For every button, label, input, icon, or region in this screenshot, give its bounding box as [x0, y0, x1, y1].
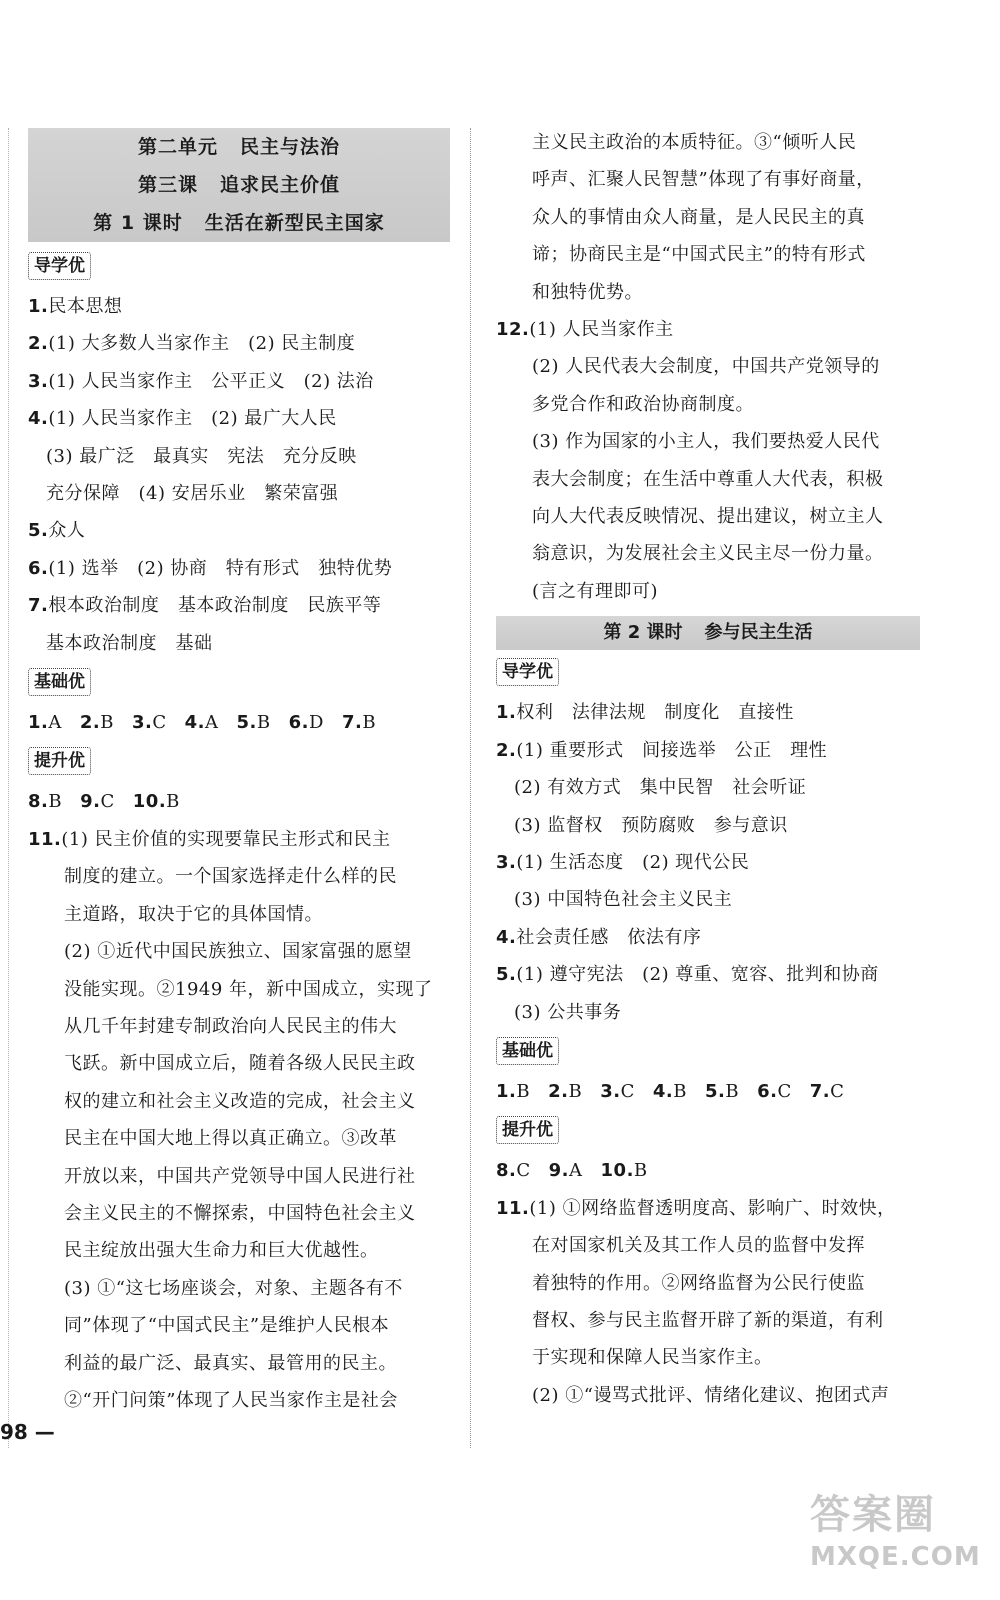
choice-answer — [185, 712, 219, 733]
answer-line — [28, 438, 450, 475]
section-tag: 基础优 — [496, 1037, 559, 1065]
answer-line — [496, 1339, 920, 1376]
choice-letter: A — [205, 712, 219, 734]
answer-text: 在对国家机关及其工作人员的监督中发挥 — [532, 1235, 865, 1257]
answer-text: 表大会制度；在生活中尊重人大代表，积极 — [532, 468, 884, 490]
choice-answer — [80, 791, 115, 812]
question-number: 1. — [496, 1080, 517, 1102]
answer-line — [496, 573, 920, 610]
answer-text: (2) ①“谩骂式批评、情绪化建议、抱团式声 — [532, 1384, 890, 1406]
right-column — [496, 124, 920, 1414]
answer-line — [28, 1232, 450, 1269]
question-number: 3. — [496, 851, 517, 873]
answer-line — [28, 1120, 450, 1157]
answer-line — [496, 348, 920, 385]
question-number: 1. — [496, 702, 517, 724]
left-column — [28, 128, 450, 1419]
lesson-title: 第三课 — [137, 174, 198, 196]
choice-letter: C — [152, 712, 167, 734]
question-number: 2. — [496, 739, 517, 761]
answer-line — [496, 807, 920, 844]
question-number: 9. — [548, 1160, 570, 1182]
question-number: 1. — [28, 296, 49, 317]
choice-letter: B — [166, 791, 180, 813]
answer-line — [496, 199, 920, 236]
question-number: 6. — [28, 557, 49, 579]
answer-line — [496, 1377, 920, 1414]
answer-text: ②“开门问策”体现了人民当家作主是社会 — [64, 1389, 398, 1411]
watermark-logo — [810, 1490, 980, 1590]
choice-answer — [549, 1160, 583, 1181]
answer-text: (1) 大多数人当家作主 (2) 民主制度 — [48, 333, 356, 355]
answer-list — [496, 694, 920, 1031]
answer-text: 向人大代表反映情况、提出建议，树立主人 — [532, 506, 884, 528]
choice-answer — [133, 791, 180, 812]
answer-text: 制度的建立。一个国家选择走什么样的民 — [64, 866, 397, 888]
choice-letter: B — [256, 712, 271, 734]
answer-text: 民主绽放出强大生命力和巨大优越性。 — [64, 1240, 379, 1262]
answer-line — [496, 919, 920, 956]
answer-line — [496, 844, 920, 881]
question-number: 7. — [341, 712, 363, 734]
answer-text: 飞跃。新中国成立后，随着各级人民民主政 — [64, 1053, 416, 1075]
question-number: 6. — [757, 1080, 778, 1102]
answer-line — [28, 933, 450, 970]
choice-answers — [28, 704, 450, 741]
section-head-daoxue — [496, 658, 920, 686]
question-number: 5. — [28, 520, 49, 542]
question-number: 2. — [28, 333, 49, 355]
answer-text: 权的建立和社会主义改造的完成，社会主义 — [64, 1090, 416, 1112]
question-number: 2. — [548, 1080, 569, 1102]
answer-line — [496, 535, 920, 572]
answer-text: 督权、参与民主监督开辟了新的渠道，有利 — [532, 1309, 884, 1331]
answer-line — [28, 1045, 450, 1082]
answer-text: 充分保障 (4) 安居乐业 繁荣富强 — [46, 483, 339, 505]
answer-text: 谛；协商民主是“中国式民主”的特有形式 — [532, 244, 866, 266]
question-number: 6. — [288, 712, 309, 734]
answer-line — [28, 1307, 450, 1344]
answer-text: (言之有理即可) — [532, 580, 659, 602]
answer-line — [28, 1083, 450, 1120]
answer-text: (1) 民主价值的实现要靠民主形式和民主 — [61, 828, 391, 850]
choice-answer — [132, 712, 167, 733]
answer-text: 同”体现了“中国式民主”是维护人民根本 — [64, 1315, 390, 1337]
answer-list — [496, 124, 920, 610]
answer-text: (1) 重要形式 间接选举 公正 理性 — [516, 739, 828, 761]
question-number: 1. — [28, 712, 49, 734]
question-number: 5. — [496, 964, 517, 986]
column-divider — [470, 128, 471, 1448]
answer-list — [28, 821, 450, 1420]
unit-subtitle: 民主与法治 — [240, 136, 341, 158]
choice-answer — [496, 1081, 530, 1102]
question-number: 2. — [79, 712, 101, 734]
answer-text: (2) 人民代表大会制度，中国共产党领导的 — [532, 356, 880, 378]
answer-line — [496, 881, 920, 918]
watermark-text: 答案圈 — [810, 1492, 936, 1538]
choice-answer — [342, 712, 376, 733]
question-number: 12. — [496, 319, 530, 341]
choice-letter: C — [100, 791, 115, 813]
choice-answer — [289, 712, 324, 733]
question-number: 11. — [496, 1197, 530, 1219]
question-number: 10. — [600, 1160, 634, 1182]
question-number: 4. — [28, 408, 49, 430]
choice-letter: B — [100, 712, 114, 734]
answer-line — [496, 161, 920, 198]
answer-text: (3) ①“这七场座谈会，对象、主题各有不 — [64, 1277, 403, 1299]
answer-line — [496, 1302, 920, 1339]
answer-line — [496, 236, 920, 273]
choice-answer — [80, 712, 114, 733]
choice-letter: C — [620, 1080, 635, 1102]
answer-line — [496, 694, 920, 731]
answer-line — [28, 475, 450, 512]
choice-letter: B — [516, 1080, 531, 1102]
answer-list — [28, 288, 450, 662]
section-head-jichu — [28, 668, 450, 696]
section-head-tisheng — [496, 1116, 920, 1144]
section-tag: 提升优 — [496, 1116, 559, 1144]
choice-letter: B — [362, 712, 377, 734]
answer-text: (3) 公共事务 — [514, 1001, 622, 1023]
question-number: 4. — [496, 926, 517, 948]
choice-answer — [653, 1081, 687, 1102]
answer-line — [496, 498, 920, 535]
question-number: 11. — [28, 828, 62, 850]
choice-letter: B — [633, 1160, 648, 1182]
watermark-url: MXQE.COM — [810, 1542, 981, 1572]
answer-text: (1) ①网络监督透明度高、影响广、时效快， — [529, 1197, 896, 1219]
choice-answers — [496, 1073, 920, 1110]
answer-text: 没能实现。②1949 年，新中国成立，实现了 — [64, 978, 433, 1000]
answer-line — [28, 1382, 450, 1419]
answer-text: 呼声、汇聚人民智慧”体现了有事好商量， — [532, 169, 875, 191]
period-title: 第 1 课时 — [93, 212, 183, 234]
question-number: 7. — [809, 1080, 831, 1102]
answer-text: 权利 法律法规 制度化 直接性 — [516, 702, 794, 724]
answer-text: 开放以来，中国共产党领导中国人民进行社 — [64, 1165, 416, 1187]
answer-line — [28, 1345, 450, 1382]
answer-text: 于实现和保障人民当家作主。 — [532, 1347, 773, 1369]
choice-answers — [496, 1152, 920, 1189]
unit-title: 第二单元 — [137, 136, 218, 158]
unit-title-row — [28, 128, 450, 166]
choice-answer — [496, 1160, 531, 1181]
choice-letter: B — [568, 1080, 583, 1102]
question-number: 8. — [28, 791, 49, 813]
section-tag: 基础优 — [28, 668, 91, 696]
answer-text: 利益的最广泛、最真实、最管用的民主。 — [64, 1352, 397, 1374]
title-block — [28, 128, 450, 242]
choice-answer — [548, 1081, 582, 1102]
answer-line — [496, 311, 920, 348]
answer-text: 主道路，取决于它的具体国情。 — [64, 903, 323, 925]
choice-letter: D — [309, 712, 324, 734]
choice-answer — [28, 791, 62, 812]
answer-line — [496, 956, 920, 993]
answer-line — [28, 400, 450, 437]
question-number: 9. — [80, 791, 101, 813]
answer-text: 着独特的作用。②网络监督为公民行使监 — [532, 1272, 865, 1294]
choice-letter: B — [725, 1080, 740, 1102]
answer-text: 众人的事情由众人商量，是人民民主的真 — [532, 206, 865, 228]
choice-answer — [705, 1081, 739, 1102]
choice-letter: C — [830, 1080, 845, 1102]
period-title: 第 2 课时 — [603, 622, 683, 644]
choice-letter: B — [48, 791, 63, 813]
answer-line — [28, 288, 450, 325]
question-number: 4. — [184, 712, 206, 734]
answer-line — [496, 1190, 920, 1227]
answer-line — [28, 512, 450, 549]
choice-answer — [237, 712, 271, 733]
question-number: 8. — [496, 1160, 517, 1182]
answer-line — [28, 1008, 450, 1045]
question-number: 3. — [600, 1080, 621, 1102]
answer-line — [28, 587, 450, 624]
answer-text: (3) 最广泛 最真实 宪法 充分反映 — [46, 445, 357, 467]
answer-text: 众人 — [48, 520, 86, 542]
choice-letter: A — [48, 712, 62, 734]
choice-answer — [600, 1081, 635, 1102]
answer-line — [28, 1270, 450, 1307]
answer-line — [496, 769, 920, 806]
section-head-tisheng — [28, 747, 450, 775]
answer-text: 社会责任感 依法有序 — [516, 926, 702, 948]
answer-text: (3) 监督权 预防腐败 参与意识 — [514, 814, 788, 836]
answer-text: 会主义民主的不懈探索，中国特色社会主义 — [64, 1202, 416, 1224]
page-number: 98 — — [0, 1420, 55, 1444]
answer-line — [28, 363, 450, 400]
choice-letter: B — [673, 1080, 687, 1102]
left-margin-rule — [8, 128, 9, 1448]
answer-line — [496, 386, 920, 423]
answer-text: (3) 作为国家的小主人，我们要热爱人民代 — [532, 431, 880, 453]
lesson-subtitle: 追求民主价值 — [220, 174, 341, 196]
answer-text: 主义民主政治的本质特征。③“倾听人民 — [532, 132, 857, 153]
answer-line — [28, 971, 450, 1008]
period-subtitle: 生活在新型民主国家 — [204, 212, 385, 234]
answer-line — [28, 550, 450, 587]
answer-text: (3) 中国特色社会主义民主 — [514, 889, 733, 911]
question-number: 5. — [236, 712, 257, 734]
answer-text: (2) ①近代中国民族独立、国家富强的愿望 — [64, 941, 412, 963]
answer-line — [28, 1158, 450, 1195]
period-2-title-bar — [496, 616, 920, 650]
question-number: 5. — [704, 1080, 726, 1102]
answer-list — [496, 1190, 920, 1414]
choice-letter: C — [516, 1160, 531, 1182]
answer-line — [496, 1265, 920, 1302]
question-number: 7. — [28, 595, 49, 617]
period-title-row — [28, 204, 450, 242]
answer-text: (1) 遵守宪法 (2) 尊重、宽容、批判和协商 — [516, 964, 879, 986]
answer-line — [496, 461, 920, 498]
section-head-daoxue — [28, 252, 450, 280]
choice-letter: C — [777, 1080, 792, 1102]
answer-text: 根本政治制度 基本政治制度 民族平等 — [48, 595, 382, 617]
period-subtitle: 参与民主生活 — [704, 622, 813, 644]
choice-answer — [810, 1081, 845, 1102]
section-head-jichu — [496, 1037, 920, 1065]
answer-text: 和独特优势。 — [532, 281, 643, 303]
answer-text: (1) 人民当家作主 公平正义 (2) 法治 — [48, 370, 374, 392]
answer-line — [496, 732, 920, 769]
answer-text: (1) 人民当家作主 (2) 最广大人民 — [48, 408, 337, 430]
lesson-title-row — [28, 166, 450, 204]
answer-line — [28, 896, 450, 933]
answer-line — [28, 858, 450, 895]
answer-line — [28, 821, 450, 858]
answer-text: 民本思想 — [48, 296, 123, 317]
answer-line — [496, 124, 920, 161]
answer-text: 多党合作和政治协商制度。 — [532, 393, 754, 415]
answer-line — [496, 423, 920, 460]
section-tag: 导学优 — [28, 252, 91, 280]
answer-text: (1) 选举 (2) 协商 特有形式 独特优势 — [48, 557, 393, 579]
answer-text: 翁意识，为发展社会主义民主尽一份力量。 — [532, 543, 884, 565]
answer-text: (1) 人民当家作主 — [529, 319, 674, 341]
question-number: 3. — [131, 712, 153, 734]
answer-line — [496, 994, 920, 1031]
section-tag: 导学优 — [496, 658, 559, 686]
answer-text: 基本政治制度 基础 — [46, 632, 213, 654]
answer-text: 民主在中国大地上得以真正确立。③改革 — [64, 1128, 397, 1150]
choice-answer — [28, 712, 62, 733]
choice-answers — [28, 783, 450, 820]
choice-letter: A — [569, 1160, 583, 1182]
section-tag: 提升优 — [28, 747, 91, 775]
answer-text: (2) 有效方式 集中民智 社会听证 — [514, 777, 807, 799]
question-number: 10. — [132, 791, 167, 813]
question-number: 3. — [28, 370, 49, 392]
question-number: 4. — [652, 1080, 674, 1102]
choice-answer — [757, 1081, 792, 1102]
answer-line — [496, 274, 920, 311]
answer-line — [28, 625, 450, 662]
answer-text: (1) 生活态度 (2) 现代公民 — [516, 851, 750, 873]
choice-answer — [601, 1160, 648, 1181]
answer-text: 从几千年封建专制政治向人民民主的伟大 — [64, 1015, 397, 1037]
answer-line — [28, 325, 450, 362]
answer-line — [496, 1227, 920, 1264]
answer-line — [28, 1195, 450, 1232]
